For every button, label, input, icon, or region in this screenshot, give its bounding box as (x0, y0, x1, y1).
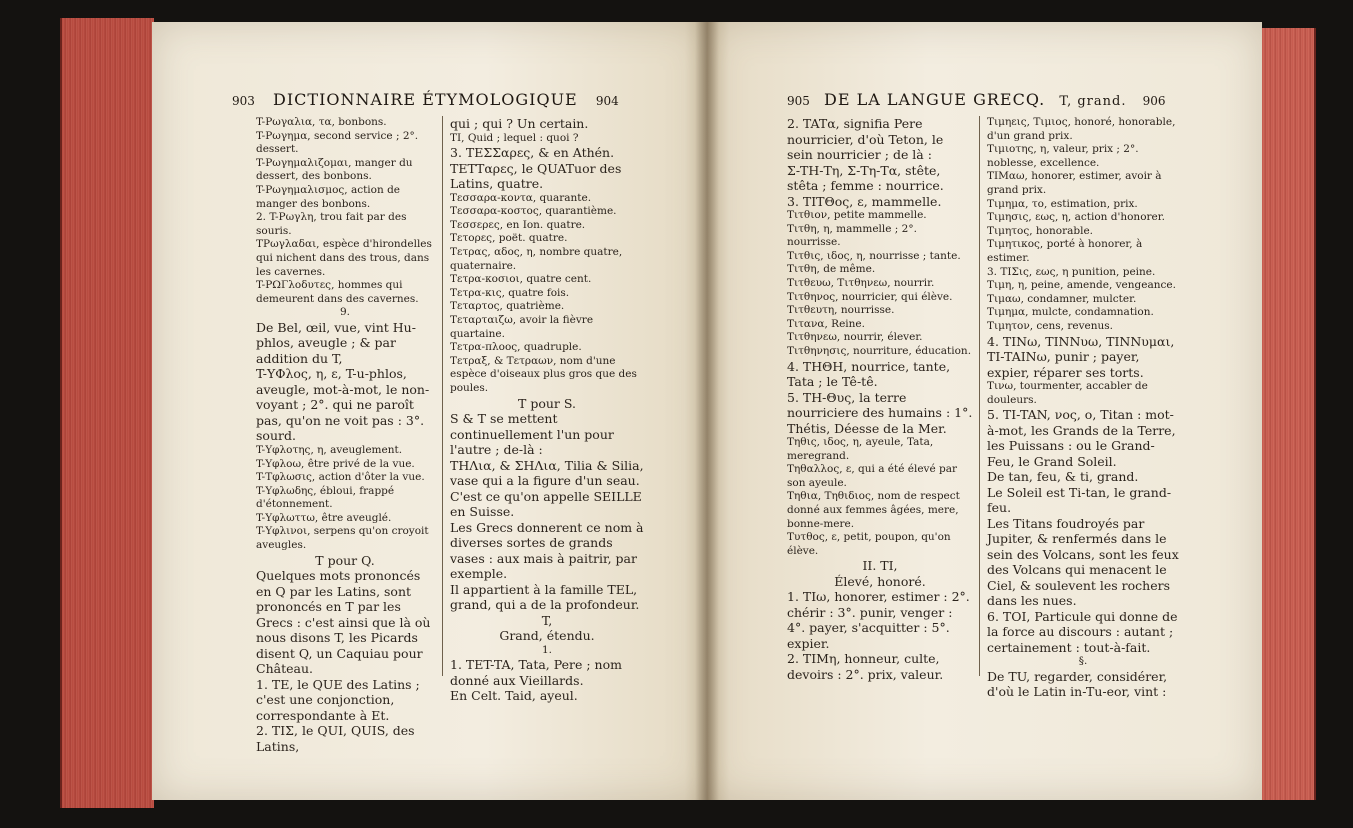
entry: Τυτθος, ε, petit, poupon, qu'on élève. (787, 531, 951, 557)
entry: En Celt. Taid, ayeul. (450, 688, 578, 704)
entry: Τηθις, ιδος, η, ayeule, Tata, meregrand. (787, 436, 934, 462)
entry: T-Υφλωδης, ébloui, frappé d'étonnement. (256, 484, 395, 511)
entry: Τιτθη, de même. (787, 263, 876, 276)
entry: Τιτθευτη, nourrisse. (787, 304, 895, 317)
left-page-edges (60, 18, 154, 808)
entry: Τιτθηνεω, nourrir, élever. (787, 331, 923, 344)
entry: T-ΥΦλος, η, ε, T-u-phlos, aveugle, mot-à-mot, le non-voyant ; 2°. qui ne paroît pas, qu'on ne voit pas : 3°. sourd. (256, 366, 430, 444)
entry: Τιμημα, το, estimation, prix. (987, 197, 1138, 210)
entry: 6. TOI, Particule qui donne de la force au discours : autant ; certainement : tout-à-fait. (987, 608, 1178, 655)
entry: T-Υφλινοι, serpens qu'on croyoit aveugles. (256, 525, 429, 552)
entry: Σ-ΤΗ-Τη, Σ-Τη-Τα, stête, stêta ; femme : nourrice. (787, 162, 944, 193)
entry: 5. TI-TAN, νος, ο, Titan : mot-à-mot, les Grands de la Terre, les Puissans : ou le Grand-Feu, le Grand Soleil. (987, 407, 1176, 469)
entry: Τιτθευω, Τιτθηνεω, nourrir. (787, 276, 935, 289)
entry: Τινω, tourmenter, accabler de douleurs. (987, 380, 1148, 406)
right-page (707, 22, 1262, 800)
column-divider (979, 116, 980, 676)
section-heading: II. TI, (862, 558, 898, 574)
entry: T-Ρωγημαλισμος, action de manger des bonbons. (256, 183, 401, 210)
paragraph: De TU, regarder, considérer, d'où le Latin in-Tu-eor, vint : (987, 668, 1168, 700)
entry: Τιμιοτης, η, valeur, prix ; 2°. noblesse, excellence. (987, 143, 1139, 169)
entry: Τετρα-κοσιοι, quatre cent. (450, 273, 592, 286)
entry: Τιτθηνησις, nourriture, éducation. (787, 344, 972, 357)
entry: Τεσσαρα-κοστος, quarantième. (450, 205, 617, 218)
entry: 5. TH-Θυς, la terre nourriciere des humains : 1°. Thétis, Déesse de la Mer. (787, 389, 973, 436)
section-heading: T pour S. (518, 395, 576, 411)
entry: 3. TITΘος, ε, mammelle. (787, 193, 942, 209)
paragraph: C'est ce qu'on appelle SEILLE en Suisse. (450, 488, 642, 519)
entry: TIMαω, honorer, estimer, avoir à grand prix. (987, 170, 1162, 196)
entry: Τιμητον, cens, revenus. (987, 319, 1113, 332)
entry: 4. TINω, TINNυω, TINNυμαι, TI-TAINω, punir ; payer, expier, réparer ses torts. (987, 333, 1175, 380)
entry: Τιμημα, mulcte, condamnation. (987, 306, 1154, 319)
entry: T-Υφλοω, être privé de la vue. (256, 457, 415, 470)
entry: TI, Quid ; lequel : quoi ? (450, 131, 579, 144)
entry: Τιμητος, honorable. (987, 224, 1093, 237)
right-header-title: DE LA LANGUE GRECQ. (824, 90, 1046, 109)
right-column-1 (787, 116, 973, 682)
entry: T-Ρωγημα, second service ; 2°. dessert. (256, 129, 419, 156)
left-column-2 (450, 116, 644, 704)
entry: Τιμηεις, Τιμιος, honoré, honorable, d'un grand prix. (987, 116, 1176, 142)
entry: 3. TIΣις, εως, η punition, peine. (987, 265, 1156, 278)
entry: 1. TE, le QUE des Latins ; c'est une conjonction, correspondante à Et. (256, 676, 420, 723)
entry: T-ΡΩΓλοδυτες, hommes qui demeurent dans des cavernes. (256, 279, 419, 305)
entry: Τεσσαρα-κοντα, quarante. (450, 191, 592, 204)
entry: Τετρα-κις, quatre fois. (450, 286, 570, 299)
section-subheading: Élevé, honoré. (834, 573, 926, 589)
paragraph: Il appartient à la famille TEL, grand, qui a de la profondeur. (450, 581, 640, 612)
left-column-1 (256, 116, 434, 754)
left-header-title: DICTIONNAIRE ÉTYMOLOGIQUE (273, 90, 578, 109)
paragraph: Quelques mots prononcés en Q par les Latins, sont prononcés en T par les Grecs : c'est ainsi que là où nous disons T, les Picards disent Q, un Caquiau pour Château. (256, 568, 431, 677)
left-page-header (232, 90, 619, 109)
entry: 2. T-Ρωγλη, trou fait par des souris. (256, 211, 407, 237)
paragraph: Les Grecs donnerent ce nom à diverses sortes de grands vases : aux mais à paitrir, par exemple. (450, 519, 644, 581)
entry: 2. TIΣ, le QUI, QUIS, des Latins, (256, 723, 415, 754)
paragraph: S & T se mettent continuellement l'un pour l'autre ; de-là : (450, 411, 614, 457)
entry: 1. TET-TA, Tata, Pere ; nom donné aux Vieillards. (450, 657, 622, 688)
entry: Τιτθη, η, mammelle ; 2°. nourrisse. (787, 222, 917, 249)
section-heading: T, (541, 612, 553, 628)
entry: Τιμητικος, porté à honorer, à estimer. (987, 238, 1143, 264)
entry: Τετρας, αδος, η, nombre quatre, quaternaire. (450, 245, 623, 272)
entry: 2. TATα, signifia Pere nourricier, d'où Teton, le sein nourricier ; de là : (787, 116, 944, 162)
entry: qui ; qui ? Un certain. (450, 116, 589, 131)
entry: Τιτθηνος, nourricier, qui élève. (787, 290, 953, 303)
entry: T-Τφλωσις, action d'ôter la vue. (256, 471, 425, 484)
entry: Τιτθιον, petite mammelle. (787, 209, 927, 221)
entry: Τετραξ, & Τετραων, nom d'une espèce d'oiseaux plus gros que des poules. (450, 354, 637, 394)
paragraph: Les Titans foudroyés par Jupiter, & renfermés dans le sein des Volcans, sont les feux des Volcans qui menacent le Ciel, & soulevent les rochers dans les nues. (987, 515, 1179, 609)
section-heading: T pour Q. (315, 552, 375, 568)
entry: Τιτανα, Reine. (787, 317, 865, 330)
entry: TΡωγλαδαι, espèce d'hirondelles qui nichent dans des trous, dans les cavernes. (256, 238, 432, 278)
entry: Τιτθις, ιδος, η, nourrisse ; tante. (787, 249, 961, 262)
entry: 4. THΘΗ, nourrice, tante, Tata ; le Tê-tê. (787, 358, 951, 390)
entry: 1. TIω, honorer, estimer : 2°. chérir : 3°. punir, venger : 4°. payer, s'acquitter : 5°. expier. (787, 589, 970, 651)
entry: Τηθαλλος, ε, qui a été élevé par son ayeule. (787, 463, 958, 489)
book-gutter (695, 22, 719, 800)
entry: Τετορες, poët. quatre. (450, 232, 568, 245)
entry: Τεταρταιζω, avoir la fièvre quartaine. (450, 313, 594, 340)
entry: Τιμαω, condamner, mulcter. (987, 292, 1137, 305)
paragraph: De Bel, œil, vue, vint Hu-phlos, aveugle ; & par addition du T, (256, 319, 416, 366)
entry: T-Ρωγαλια, τα, bonbons. (256, 116, 387, 128)
entry: Τεταρτος, quatrième. (450, 300, 565, 313)
entry: 3. TEΣΣαρες, & en Athén. TETTαρες, le QUATuor des Latins, quatre. (450, 145, 622, 192)
page-number-906: 906 (1142, 94, 1166, 108)
entry: 2. TIMη, honneur, culte, devoirs : 2°. prix, valeur. (787, 651, 944, 682)
column-divider (442, 116, 443, 676)
paragraph: Le Soleil est Ti-tan, le grand-feu. (987, 484, 1172, 516)
page-number-905: 905 (787, 94, 810, 108)
right-page-header (787, 90, 1165, 109)
right-page-edges (1262, 28, 1316, 800)
entry: Τετρα-πλοος, quadruple. (450, 341, 582, 354)
section-number: 1. (541, 643, 553, 656)
entry: T-Υφλοτης, η, aveuglement. (256, 443, 403, 456)
entry: Τεσσερες, en Ion. quatre. (450, 218, 586, 231)
entry: Τιμη, η, peine, amende, vengeance. (987, 279, 1176, 292)
right-header-subject: T, grand. (1059, 94, 1127, 109)
page-number-903: 903 (232, 94, 255, 108)
paragraph: De tan, feu, & ti, grand. (987, 469, 1139, 485)
section-subheading: Grand, étendu. (499, 628, 595, 643)
entry: T-Υφλωττω, être aveuglé. (256, 511, 392, 524)
entry: Τηθια, Τηθιδιος, nom de respect donné aux femmes âgées, mere, bonne-mere. (787, 490, 960, 530)
section-mark: §. (1078, 655, 1088, 668)
entry: T-Ρωγημαλιζομαι, manger du dessert, des bonbons. (256, 156, 413, 183)
section-number: 9. (339, 306, 351, 319)
right-column-2 (987, 116, 1179, 700)
page-number-904: 904 (595, 94, 619, 108)
entry: Τιμησις, εως, η, action d'honorer. (987, 211, 1165, 224)
left-page (152, 22, 707, 800)
entry: TΗΛια, & ΣΗΛια, Tilia & Silia, vase qui a la figure d'un seau. (450, 457, 644, 488)
